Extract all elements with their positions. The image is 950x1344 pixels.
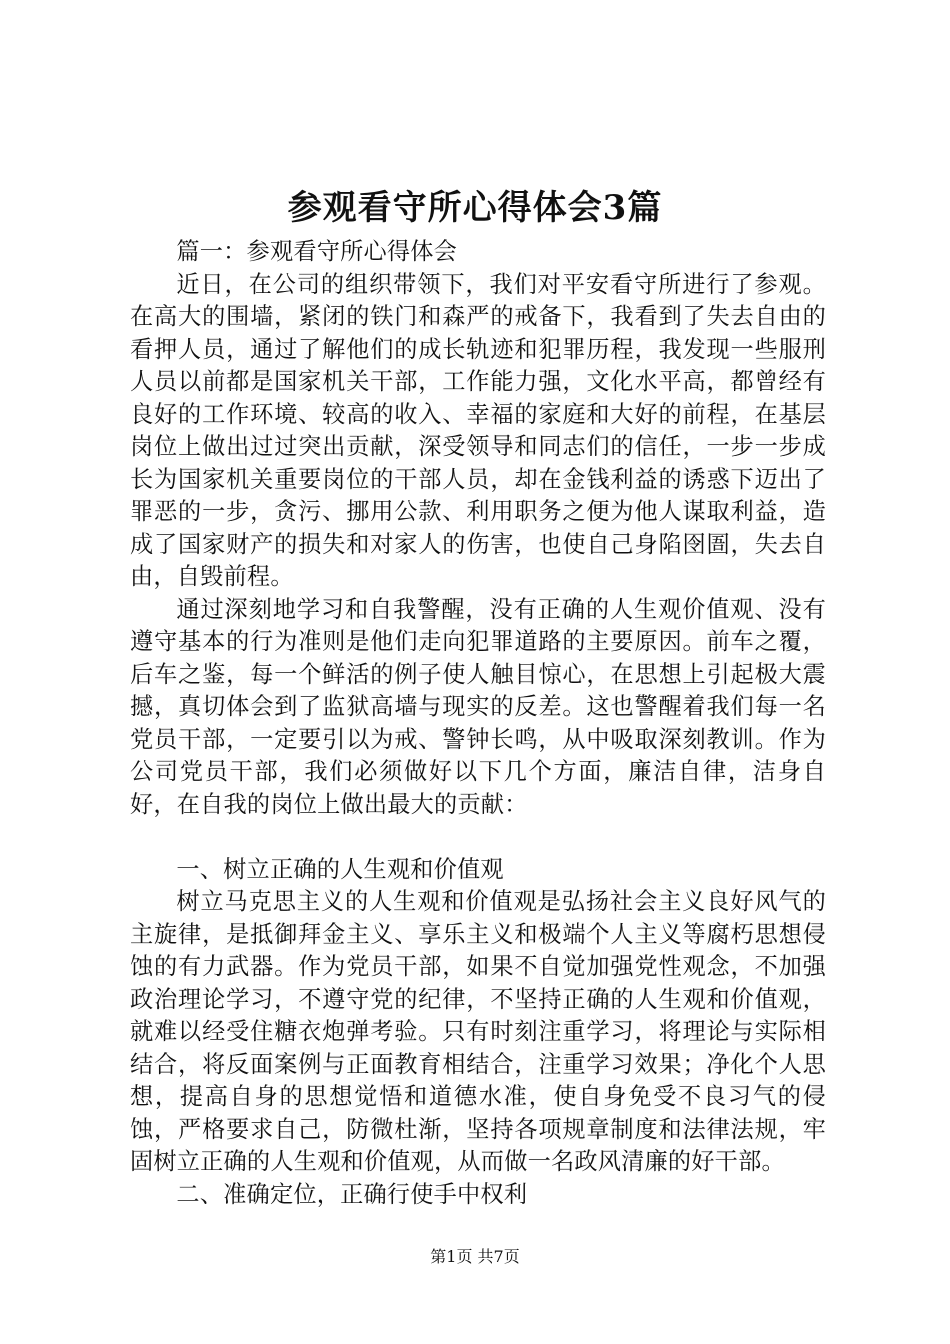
- section-heading-two: 二、准确定位，正确行使手中权利: [176, 1180, 528, 1208]
- section-heading-one: 一、树立正确的人生观和价值观: [176, 855, 504, 883]
- page-footer: 第1页 共7页: [430, 1247, 520, 1266]
- document-title: 参观看守所心得体会3篇: [287, 188, 663, 228]
- paragraph-spacer: [130, 821, 826, 854]
- body-paragraph: 近日，在公司的组织带领下，我们对平安看守所进行了参观。在高大的围墙，紧闭的铁门和森严的戒备下，我看到了失去自由的看押人员，通过了解他们的成长轨迹和犯罪历程，我发现一些服刑人员以前都是国家机关干部，工作能力强，文化水平高，都曾经有良好的工作环境、较高的收入、幸福的家庭和大好的前程，在基层岗位上做出过过突出贡献，深受领导和同志们的信任，一步一步成长为国家机关重要岗位的干部人员，却在金钱利益的诱惑下迈出了罪恶的一步，贪污、挪用公款、利用职务之便为他人谋取利益，造成了国家财产的损失和对家人的伤害，也使自己身陷囹圄，失去自由，自毁前程。: [130, 270, 826, 590]
- body-paragraph: 通过深刻地学习和自我警醒，没有正确的人生观价值观、没有遵守基本的行为准则是他们走向犯罪道路的主要原因。前车之覆，后车之鉴，每一个鲜活的例子使人触目惊心，在思想上引起极大震撼，真切体会到了监狱高墙与现实的反差。这也警醒着我们每一名党员干部，一定要引以为戒、警钟长鸣，从中吸取深刻教训。作为公司党员干部，我们必须做好以下几个方面，廉洁自律，洁身自好，在自我的岗位上做出最大的贡献：: [130, 595, 826, 818]
- section-heading-part-one: 篇一：参观看守所心得体会: [176, 238, 458, 265]
- body-paragraph: 树立马克思主义的人生观和价值观是弘扬社会主义良好风气的主旋律，是抵御拜金主义、享乐主义和极端个人主义等腐朽思想侵蚀的有力武器。作为党员干部，如果不自觉加强党性观念，不加强政治理论学习，不遵守党的纪律，不坚持正确的人生观和价值观，就难以经受住糖衣炮弹考验。只有时刻注重学习，将理论与实际相结合，将反面案例与正面教育相结合，注重学习效果；净化个人思想，提高自身的思想觉悟和道德水准，使自身免受不良习气的侵蚀，严格要求自己，防微杜渐，坚持各项规章制度和法律法规，牢固树立正确的人生观和价值观，从而做一名政风清廉的好干部。: [130, 888, 826, 1175]
- document-body: [130, 236, 826, 1211]
